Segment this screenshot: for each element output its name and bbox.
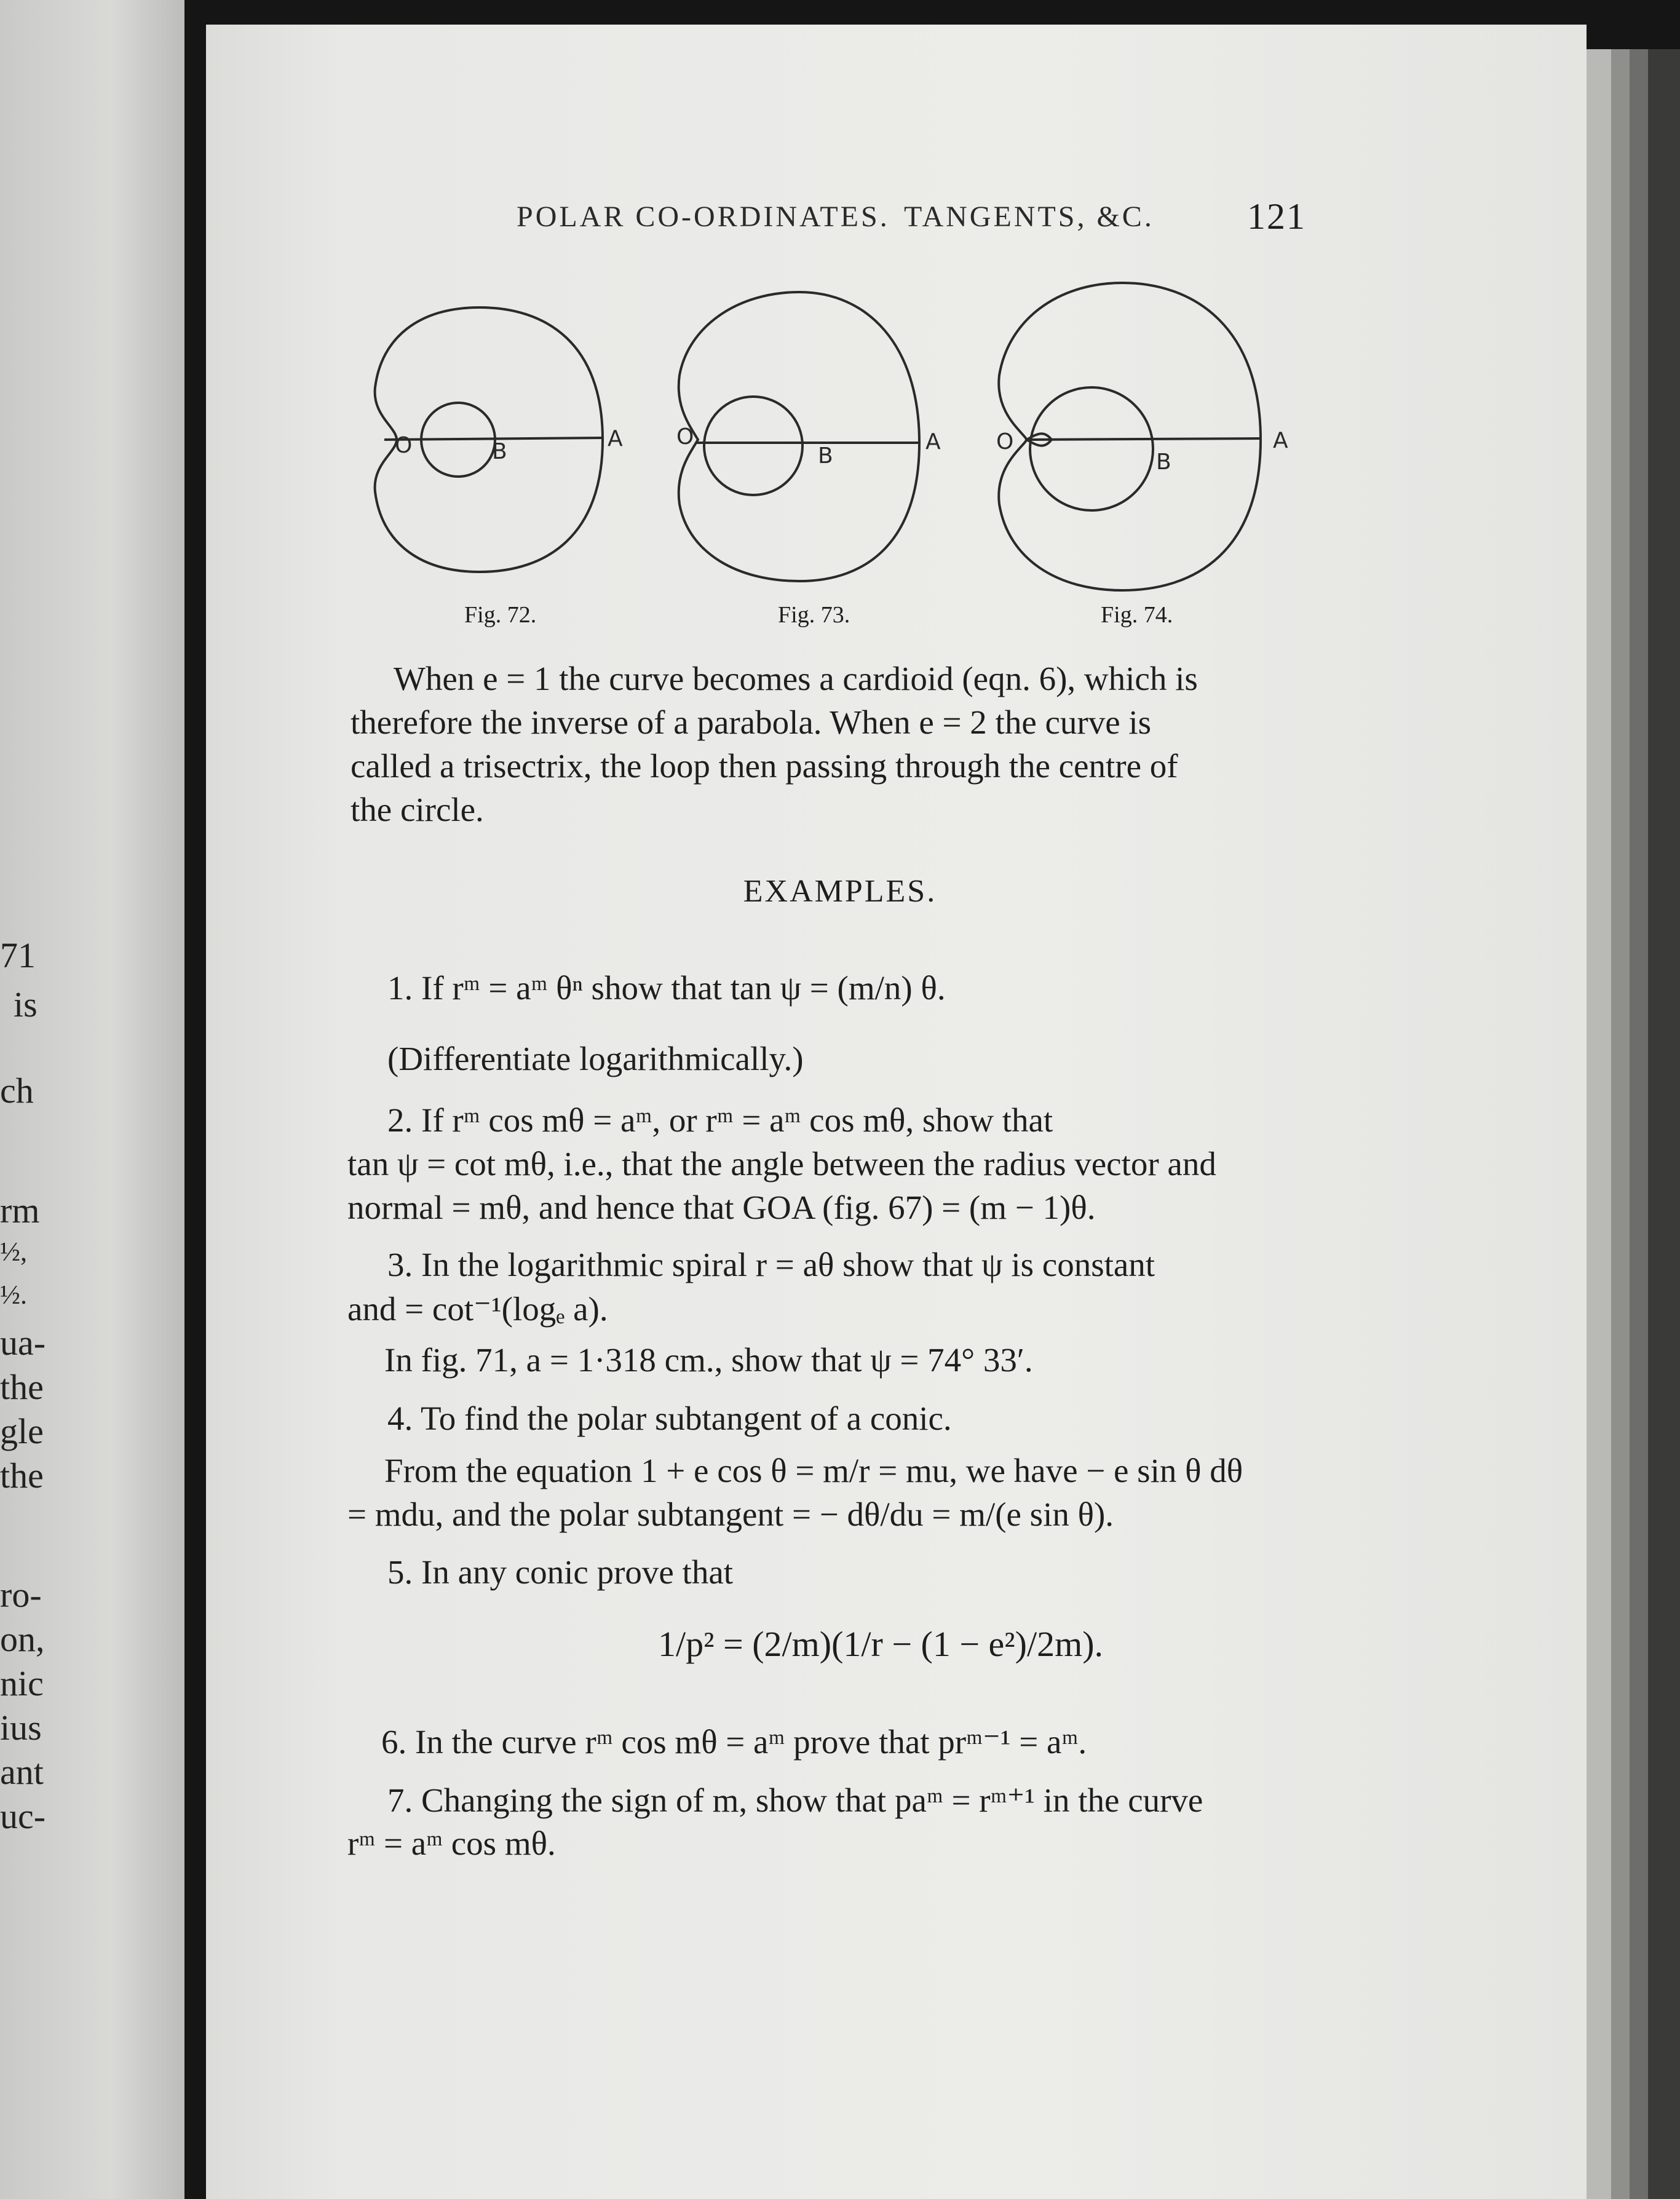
left-page-fragment: ius: [0, 1708, 42, 1748]
left-page-fragment: nic: [0, 1663, 44, 1703]
left-page-fragment: on,: [0, 1619, 45, 1659]
left-page-fragment: is: [14, 985, 38, 1024]
example-4-line: = mdu, and the polar subtangent = − dθ/du = m/(e sin θ).: [347, 1496, 1114, 1533]
left-page-fragment: ua-: [0, 1323, 46, 1363]
example-3-line: and = cot⁻¹(logₑ a).: [347, 1290, 608, 1328]
fig73-circle: [704, 397, 802, 495]
fig74-label-o: O: [996, 429, 1014, 454]
left-page-fragment: ant: [0, 1752, 44, 1792]
fig74-circle: [1030, 387, 1153, 510]
fig73-label-b: B: [818, 443, 833, 469]
left-page-fragment: ½,: [0, 1237, 27, 1267]
left-page-fragment: ch: [0, 1071, 34, 1111]
example-4-line: 4. To find the polar subtangent of a conic.: [387, 1400, 952, 1437]
figure-row: [344, 271, 1353, 603]
example-7-line: rᵐ = aᵐ cos mθ.: [347, 1825, 556, 1862]
fig74-label-a: A: [1273, 428, 1288, 453]
running-head-title: POLAR CO-ORDINATES.: [517, 200, 890, 233]
fig74-label-b: B: [1156, 450, 1171, 475]
figure-caption: Fig. 73.: [778, 602, 850, 628]
example-5-formula: 1/p² = (2/m)(1/r − (1 − e²)/2m).: [658, 1624, 1104, 1664]
left-page-fragment: gle: [0, 1411, 44, 1451]
example-6-line: 6. In the curve rᵐ cos mθ = aᵐ prove that prᵐ⁻¹ = aᵐ.: [381, 1723, 1087, 1761]
figure-caption: Fig. 74.: [1101, 602, 1173, 628]
running-head-subtitle: TANGENTS, &C.: [904, 200, 1154, 233]
fig72-label-b: B: [492, 439, 507, 464]
paragraph-line: called a trisectrix, the loop then passing through the centre of: [351, 747, 1178, 785]
fig72-label-a: A: [608, 426, 623, 451]
page-edge: [1611, 49, 1630, 2199]
figure-caption: Fig. 72.: [464, 602, 537, 628]
fig73-label-o: O: [676, 424, 694, 450]
paragraph-line: the circle.: [351, 791, 484, 828]
left-page-fragment: ½.: [0, 1280, 27, 1310]
example-7-line: 7. Changing the sign of m, show that paᵐ = rᵐ⁺¹ in the curve: [387, 1781, 1203, 1819]
left-page-fragment: 71: [0, 935, 36, 975]
left-page-fragment: rm: [0, 1191, 40, 1230]
page-number: 121: [1247, 196, 1306, 237]
examples-heading: EXAMPLES.: [743, 874, 937, 909]
example-4-line: From the equation 1 + e cos θ = m/r = mu, we have − e sin θ dθ: [384, 1452, 1243, 1489]
example-1-hint: (Differentiate logarithmically.): [387, 1040, 804, 1077]
example-1: 1. If rᵐ = aᵐ θⁿ show that tan ψ = (m/n) θ.: [387, 969, 946, 1007]
paragraph-line: When e = 1 the curve becomes a cardioid (eqn. 6), which is: [394, 660, 1198, 697]
left-page-fragment: the: [0, 1456, 44, 1496]
fig74-axis: [1027, 438, 1261, 440]
fig74-curve: [999, 283, 1261, 590]
fig73-label-a: A: [925, 429, 941, 454]
page-edge: [1587, 49, 1611, 2199]
paragraph-line: therefore the inverse of a parabola. When e = 2 the curve is: [351, 703, 1152, 741]
example-5-line: 5. In any conic prove that: [387, 1553, 734, 1591]
fig73-curve: [679, 292, 919, 581]
left-page-fragment: the: [0, 1367, 44, 1407]
example-2-line: 2. If rᵐ cos mθ = aᵐ, or rᵐ = aᵐ cos mθ, show that: [387, 1101, 1053, 1139]
example-3-line: In fig. 71, a = 1·318 cm., show that ψ = 74° 33′.: [384, 1341, 1033, 1379]
example-2-line: tan ψ = cot mθ, i.e., that the angle between the radius vector and: [347, 1145, 1216, 1183]
fig72-label-o: O: [395, 433, 413, 458]
example-3-line: 3. In the logarithmic spiral r = aθ show that ψ is constant: [387, 1246, 1155, 1283]
page-edge: [1630, 49, 1648, 2199]
page-edge: [1648, 49, 1680, 2199]
example-2-line: normal = mθ, and hence that GOA (fig. 67) = (m − 1)θ.: [347, 1189, 1096, 1226]
left-page-fragment: uc-: [0, 1796, 46, 1836]
left-page-fragment: ro-: [0, 1575, 42, 1615]
